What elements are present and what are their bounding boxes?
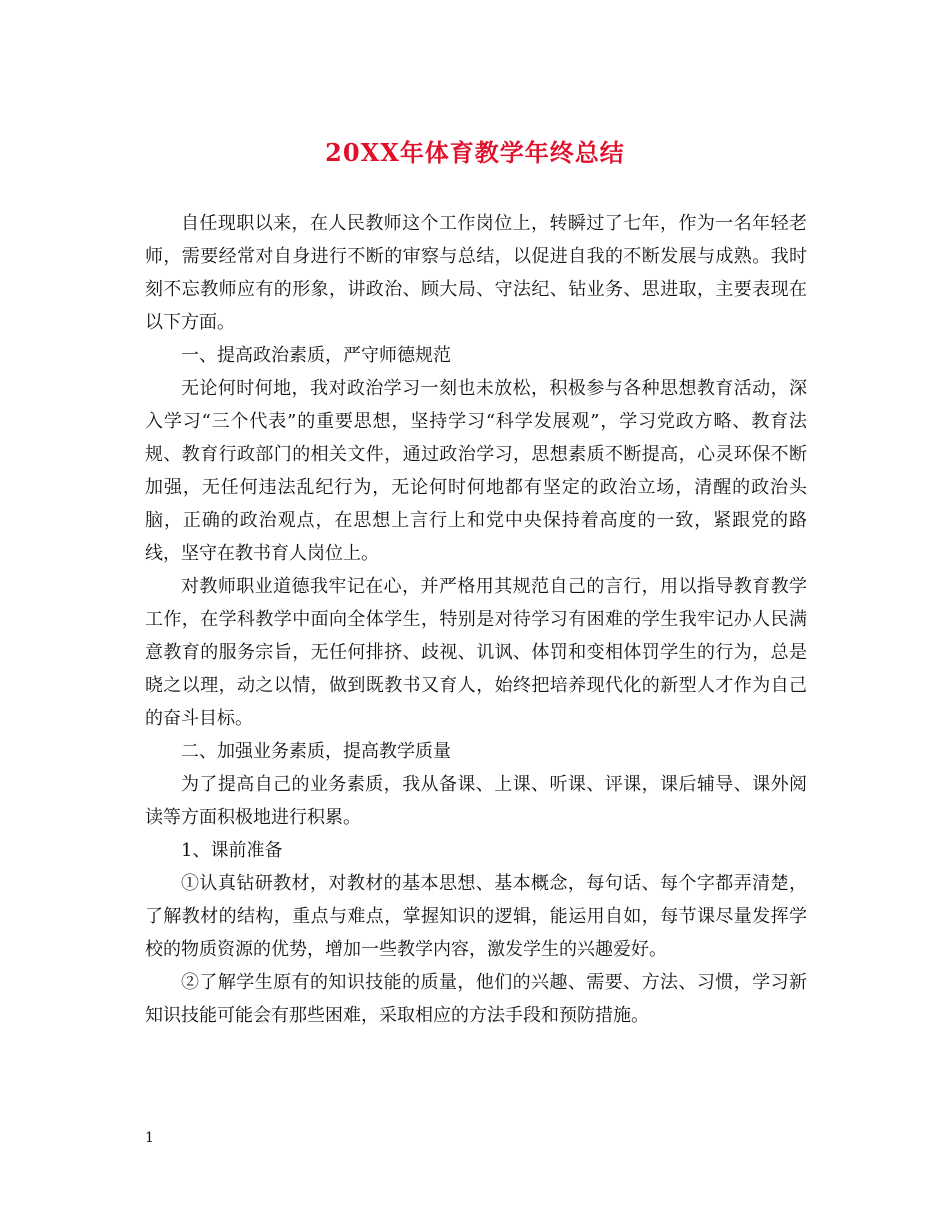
paragraph-teacher-ethics: 对教师职业道德我牢记在心，并严格用其规范自己的言行，用以指导教育教学工作，在学科教学中面向全体学生，特别是对待学习有困难的学生我牢记办人民满意教育的服务宗旨，无任何排挤、歧视、讥讽、体罚和变相体罚学生的行为，总是晓之以理，动之以情，做到既教书又育人，始终把培养现代化的新型人才作为自己的奋斗目标。 [145,576,807,729]
paragraph-political-study: 无论何时何地，我对政治学习一刻也未放松，积极参与各种思想教育活动，深入学习“三个代表”的重要思想，坚持学习“科学发展观”，学习党政方略、教育法规、教育行政部门的相关文件，通过政治学习，思想素质不断提高，心灵环保不断加强，无任何违法乱纪行为，无论何时何地都有坚定的政治立场，清醒的政治头脑，正确的政治观点，在思想上言行上和党中央保持着高度的一致，紧跟党的路线，坚守在教书育人岗位上。 [145,378,807,564]
section-heading-2: 二、加强业务素质，提高教学质量 [181,741,451,762]
paragraph-understand-students: ②了解学生原有的知识技能的质量，他们的兴趣、需要、方法、习惯，学习新知识技能可能会有那些困难，采取相应的方法手段和预防措施。 [145,972,807,1026]
paragraph-study-materials: ①认真钻研教材，对教材的基本思想、基本概念，每句话、每个字都弄清楚，了解教材的结构，重点与难点，掌握知识的逻辑，能运用自如，每节课尽量发挥学校的物质资源的优势，增加一些教学内容，激发学生的兴趣爱好。 [145,873,807,960]
subsection-heading-1: 1、课前准备 [181,840,283,861]
page-number: 1 [145,1130,154,1146]
document-title: 20XX年体育教学年终总结 [325,138,625,167]
section-heading-1: 一、提高政治素质，严守师德规范 [181,345,451,366]
paragraph-intro: 自任现职以来，在人民教师这个工作岗位上，转瞬过了七年，作为一名年轻老师，需要经常对自身进行不断的审察与总结，以促进自我的不断发展与成熟。我时刻不忘教师应有的形象，讲政治、顾大局、守法纪、钻业务、思进取，主要表现在以下方面。 [145,213,807,333]
paragraph-professional-quality: 为了提高自己的业务素质，我从备课、上课、听课、评课，课后辅导、课外阅读等方面积极地进行积累。 [145,774,807,828]
document-body [145,207,807,1032]
